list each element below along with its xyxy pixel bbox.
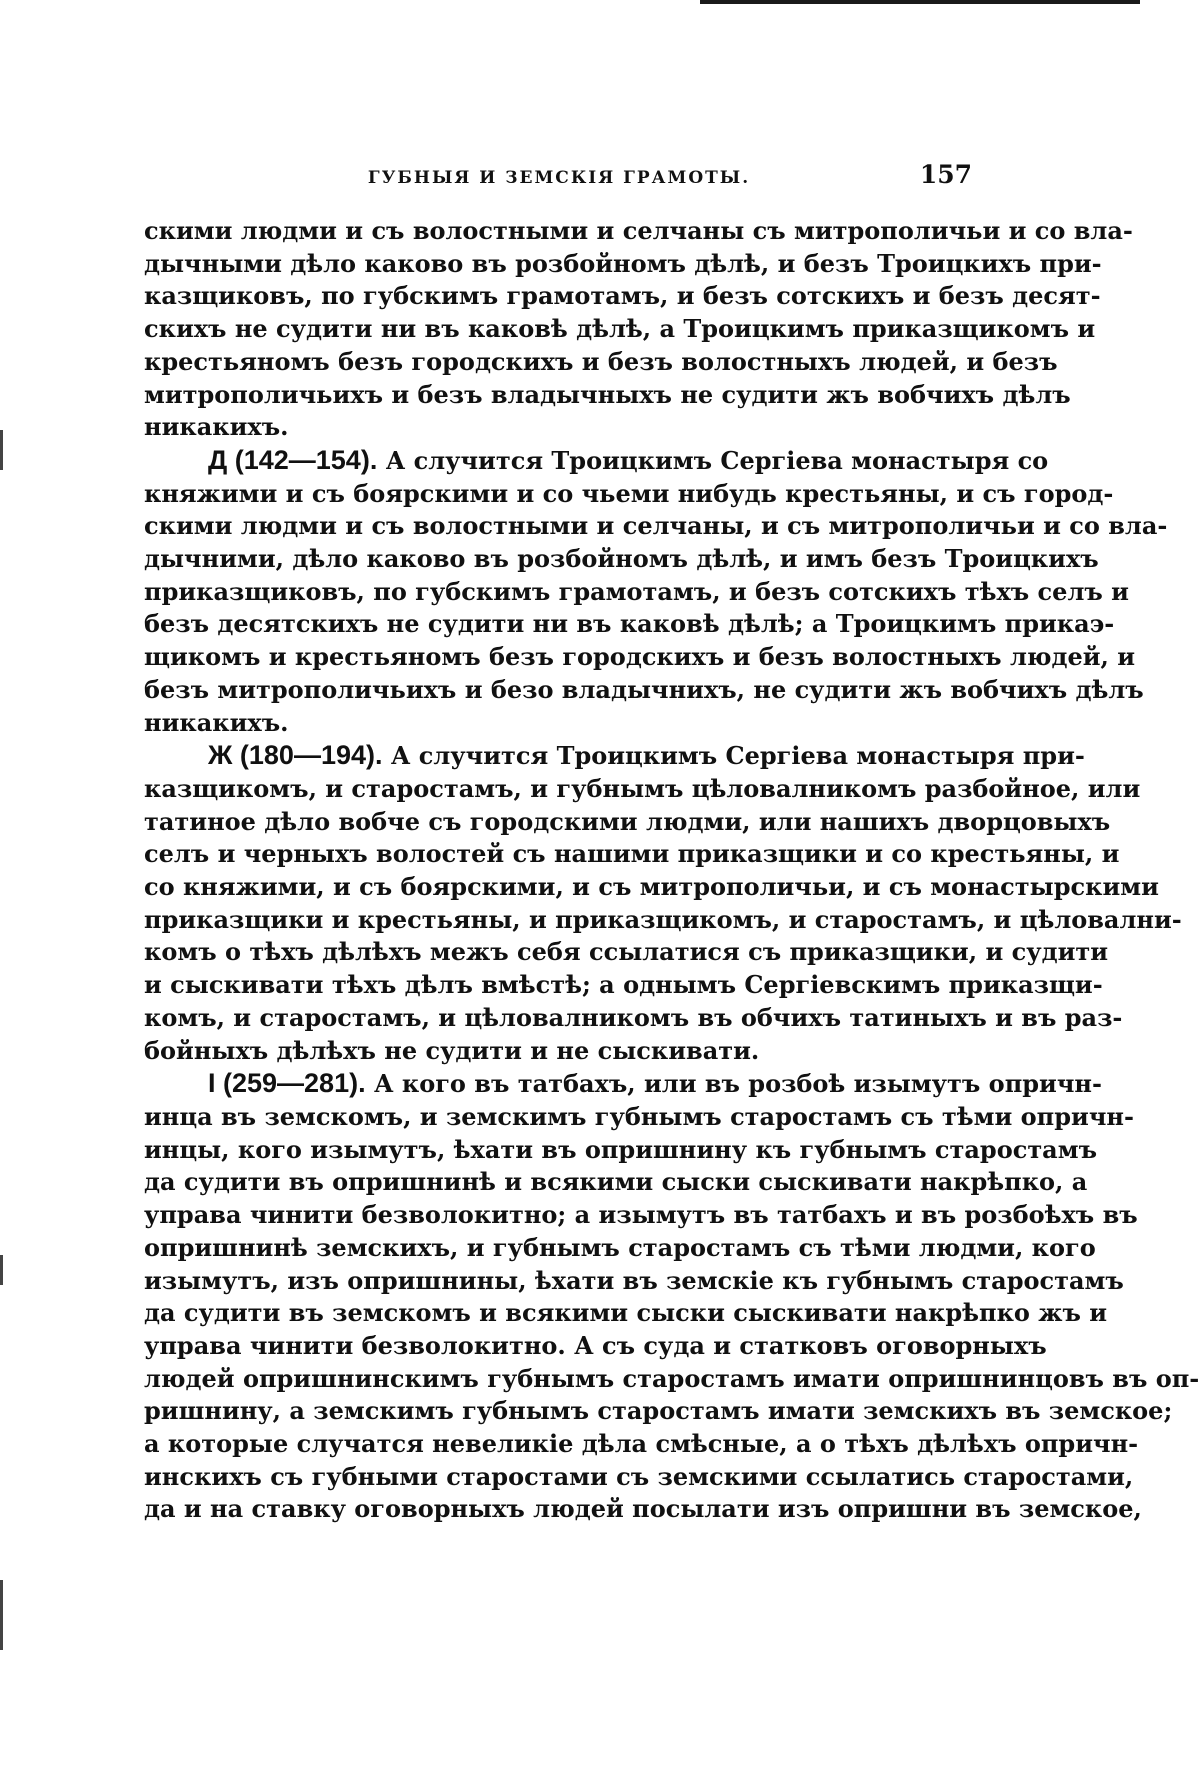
text-line: инскихъ съ губными старостами съ земскими ссылатись старостами, [144,1461,1134,1491]
scan-margin-mark [0,1255,3,1285]
text-line: никакихъ. [144,412,289,442]
running-title: ГУБНЫЯ И ЗЕМСКІЯ ГРАМОТЫ. [367,168,751,188]
text-line: скихъ не судити ни въ каковѣ дѣлѣ, а Троицкимъ приказщикомъ и [144,314,1096,344]
scan-margin-mark [0,430,3,470]
text-line: опришнинѣ земскихъ, и губнымъ старостамъ съ тѣми людми, кого [144,1232,1096,1262]
text-line: татиное дѣло вобче съ городскими людми, или нашихъ дворцовыхъ [144,806,1111,836]
paragraph-first-line [144,739,1085,773]
text-line: безъ митрополичьихъ и безо владычнихъ, не судити жъ вобчихъ дѣлъ [144,674,1144,704]
text-line: скими людми и съ волостными и селчаны, и съ митрополичьи и со вла- [144,511,1168,541]
text-line: приказщиковъ, по губскимъ грамотамъ, и безъ сотскихъ тѣхъ селъ и [144,576,1129,606]
text-line: инцы, кого изымутъ, ѣхати въ опришнину къ губнымъ старостамъ [144,1134,1097,1164]
text-line: А случится Троицкимъ Сергіева монастыря со [385,445,1049,475]
text-line: скими людми и съ волостными и селчаны съ митрополичьи и со вла- [144,216,1133,245]
text-line: бойныхъ дѣлѣхъ не судити и не сыскивати. [144,1035,760,1065]
section-marker: Д (142—154). [208,444,378,475]
text-line: приказщики и крестьяны, и приказщикомъ, и старостамъ, и цѣловални- [144,904,1182,934]
text-line: да судити въ земскомъ и всякими сыски сыскивати накрѣпко жъ и [144,1298,1108,1328]
text-line: княжими и съ боярскими и со чьеми нибудь крестьяны, и съ город- [144,478,1114,508]
page-number: 157 [919,160,972,189]
text-line: изымутъ, изъ опришнины, ѣхати въ земскіе къ губнымъ старостамъ [144,1265,1124,1295]
text-line: А случится Троицкимъ Сергіева монастыря при- [390,741,1085,771]
text-line: митрополичьихъ и безъ владычныхъ не судити жъ вобчихъ дѣлъ [144,379,1071,409]
page-header [146,160,972,194]
text-line: безъ десятскихъ не судити ни въ каковѣ дѣлѣ; а Троицкимъ прикаэ- [144,609,1115,639]
text-line: а которые случатся невеликіе дѣла смѣсные, а о тѣхъ дѣлѣхъ опричн- [144,1429,1139,1459]
text-line: щикомъ и крестьяномъ безъ городскихъ и безъ волостныхъ людей, и [144,642,1136,672]
text-line: комъ, и старостамъ, и цѣловалникомъ въ обчихъ татиныхъ и въ раз- [144,1002,1123,1032]
text-line: дычними, дѣло каково въ розбойномъ дѣлѣ, и имъ безъ Троицкихъ [144,544,1099,574]
text-line: дычными дѣло каково въ розбойномъ дѣлѣ, и безъ Троицкихъ при- [144,248,1102,278]
scan-edge-rule [700,0,1140,4]
text-line: казщиковъ, по губскимъ грамотамъ, и безъ сотскихъ и безъ десят- [144,281,1101,311]
scan-margin-mark [0,1580,3,1650]
text-line: и сыскивати тѣхъ дѣлъ вмѣстѣ; а однымъ Сергіевскимъ приказщи- [144,970,1103,1000]
text-line: управа чинити безволокитно. А съ суда и статковъ оговорныхъ [144,1330,1047,1360]
text-line: комъ о тѣхъ дѣлѣхъ межъ себя ссылатися съ приказщики, и судити [144,937,1109,967]
text-line: селъ и черныхъ волостей съ нашими приказщики и со крестьяны, и [144,839,1120,869]
text-line: казщикомъ, и старостамъ, и губнымъ цѣловалникомъ разбойное, или [144,773,1141,803]
text-line: крестьяномъ безъ городскихъ и безъ волостныхъ людей, и безъ [144,346,1058,376]
text-line: управа чинити безволокитно; а изымутъ въ татбахъ и въ розбоѣхъ въ [144,1200,1138,1230]
text-line: инца въ земскомъ, и земскимъ губнымъ старостамъ съ тѣми опричн- [144,1101,1134,1131]
text-line: ришнину, а земскимъ губнымъ старостамъ имати земскихъ въ земское; [144,1396,1173,1426]
text-line: А кого въ татбахъ, или въ розбоѣ изымутъ опричн- [373,1069,1102,1099]
section-marker: I (259—281). [208,1068,366,1099]
text-line: никакихъ. [144,707,289,737]
text-line: да и на ставку оговорныхъ людей посылати изъ опришни въ земское, [144,1494,1142,1524]
section-marker: Ж (180—194). [208,740,383,771]
text-line: со княжими, и съ боярскими, и съ митрополичьи, и съ монастырскими [144,872,1159,902]
paragraph-first-line [144,1067,1102,1101]
text-line: людей опришнинскимъ губнымъ старостамъ имати опришнинцовъ въ оп- [144,1363,1199,1393]
paragraph-first-line [144,444,1049,478]
page-body [144,215,1199,1526]
text-line: да судити въ опришнинѣ и всякими сыски сыскивати накрѣпко, а [144,1167,1088,1197]
